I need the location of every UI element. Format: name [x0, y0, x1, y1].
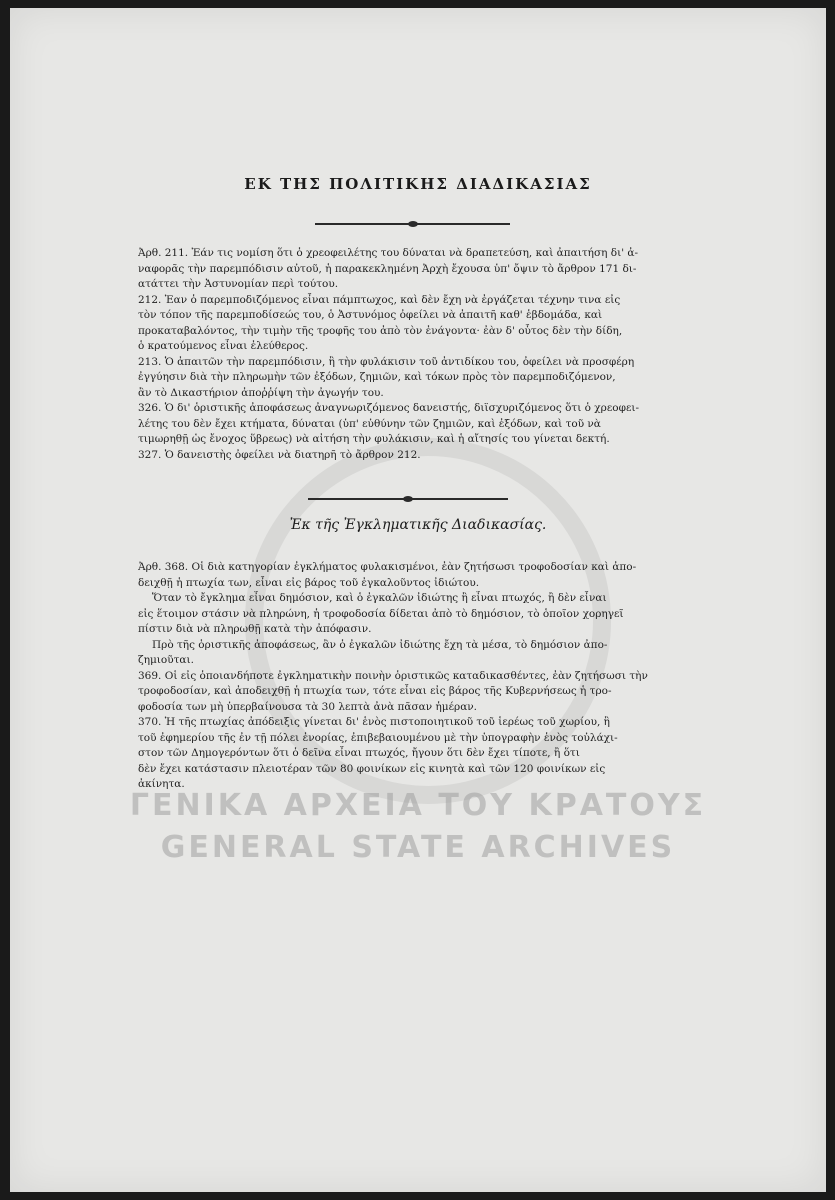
text-line: λέτης του δὲν ἔχει κτήματα, δύναται (ὑπ' εὐθύνην τῶν ζημιῶν, καὶ ἐξόδων, καὶ τοῦ νὰ [138, 417, 601, 430]
civil-procedure-articles [138, 246, 720, 463]
text-line: 213. Ὁ ἀπαιτῶν τὴν παρεμπόδισιν, ἢ τὴν φυλάκισιν τοῦ ἀντιδίκου του, ὀφείλει νὰ προσφέρη [138, 355, 635, 368]
text-line: 369. Οἱ εἰς ὁποιανδήποτε ἐγκληματικὴν ποινὴν ὁριστικῶς καταδικασθέντες, ἐὰν ζητήσωσι τὴν [138, 669, 648, 682]
text-line: 212. Ἐαν ὁ παρεμποδιζόμενος εἶναι πάμπτωχος, καὶ δὲν ἔχη νὰ ἐργάζεται τέχνην τινα εἰς [138, 293, 621, 306]
text-line: ἐγγύησιν διὰ τὴν πληρωμὴν τῶν ἐξόδων, ζημιῶν, καὶ τόκων πρὸς τὸν παρεμποδιζόμενον, [138, 371, 616, 383]
criminal-procedure-articles [138, 560, 720, 793]
section-subtitle: Ἐκ τῆς Ἐγκληματικῆς Διαδικασίας. [289, 517, 547, 533]
text-line: Πρὸ τῆς ὁριστικῆς ἀποφάσεως, ἂν ὁ ἐγκαλῶν ἰδιώτης ἔχη τὰ μέσα, τὸ δημόσιον ἀπο- [152, 638, 608, 651]
text-line: ἀκίνητα. [138, 778, 185, 790]
text-line: δὲν ἔχει κατάστασιν πλειοτέραν τῶν 80 φοινίκων εἰς κινητὰ καὶ τῶν 120 φοινίκων εἰς [138, 762, 606, 775]
text-line: πίστιν διὰ νὰ πληρωθῇ κατὰ τὴν ἀπόφασιν. [138, 623, 372, 635]
section-divider-ornament [403, 496, 413, 502]
document-title: ΕΚ ΤΗΣ ΠΟΛΙΤΙΚΗΣ ΔΙΑΔΙΚΑΣΙΑΣ [244, 175, 592, 193]
text-line: 326. Ὁ δι' ὁριστικῆς ἀποφάσεως ἀναγνωριζόμενος δανειστής, διϊσχυριζόμενος ὅτι ὁ χρεοφει- [138, 402, 640, 414]
text-line: τὸν τόπον τῆς παρεμποδίσεώς του, ὁ Ἀστυνόμος ὀφείλει νὰ ἀπαιτῆ καθ' ἑβδομάδα, καὶ [138, 309, 603, 321]
text-line: τιμωρηθῇ ὡς ἔνοχος ὕβρεως) νὰ αἰτήση τὴν φυλάκισιν, καὶ ἡ αἴτησίς του γίνεται δεκτή. [138, 433, 610, 445]
text-line: εἰς ἕτοιμον στάσιν νὰ πληρώνη, ἡ τροφοδοσία δίδεται ἀπὸ τὸ δημόσιον, τὸ ὁποῖον χορηγεῖ [138, 607, 624, 620]
text-line: φοδοσία των μὴ ὑπερβαίνουσα τὰ 30 λεπτὰ ἀνὰ πᾶσαν ἡμέραν. [138, 700, 478, 713]
watermark-greek: ΓΕΝΙΚΑ ΑΡΧΕΙΑ ΤΟΥ ΚΡΑΤΟΥΣ [129, 788, 707, 823]
text-line: τροφοδοσίαν, καὶ ἀποδειχθῇ ἡ πτωχία των, τότε εἶναι εἰς βάρος τῆς Κυβερνήσεως ἡ τρο- [138, 685, 612, 697]
text-line: Ἀρθ. 211. Ἐάν τις νομίση ὅτι ὁ χρεοφειλέτης του δύναται νὰ δραπετεύση, καὶ ἀπαιτήση δι' ἀ- [138, 247, 639, 259]
text-line: ναφορᾶς τὴν παρεμπόδισιν αὐτοῦ, ἡ παρακεκλημένη Ἀρχὴ ἔχουσα ὑπ' ὄψιν τὸ ἄρθρον 171 δι- [138, 262, 637, 275]
text-line: στον τῶν Δημογερόντων ὅτι ὁ δεῖνα εἶναι πτωχός, ἤγουν ὅτι δὲν ἔχει τίποτε, ἢ ὅτι [138, 747, 580, 759]
text-line: τοῦ ἐφημερίου τῆς ἐν τῇ πόλει ἐνορίας, ἐπιβεβαιουμένου μὲ τὴν ὑπογραφὴν ἑνὸς τοὐλάχι- [138, 731, 618, 744]
text-line: ὁ κρατούμενος εἶναι ἐλεύθερος. [138, 340, 309, 352]
document-page [10, 8, 826, 1192]
text-line: δειχθῇ ἡ πτωχία των, εἶναι εἰς βάρος τοῦ ἐγκαλοῦντος ἰδιώτου. [138, 576, 480, 589]
text-line: Ὅταν τὸ ἔγκλημα εἶναι δημόσιον, καὶ ὁ ἐγκαλῶν ἰδιώτης ἢ εἶναι πτωχός, ἢ δὲν εἶναι [152, 592, 607, 604]
text-line: ατάττει τὴν Ἀστυνομίαν περὶ τούτου. [138, 278, 339, 290]
text-line: 370. Ἡ τῆς πτωχίας ἀπόδειξις γίνεται δι' ἑνὸς πιστοποιητικοῦ τοῦ ἱερέως τοῦ χωρίου, ἢ [138, 716, 610, 728]
text-line: ζημιοῦται. [138, 654, 194, 666]
watermark-english: GENERAL STATE ARCHIVES [160, 830, 676, 865]
text-line: προκαταβαλόντος, τὴν τιμὴν τῆς τροφῆς του ἀπὸ τὸν ἐνάγοντα· ἐὰν δ' οὗτος δὲν τὴν δίδη, [138, 324, 623, 337]
text-line: Ἀρθ. 368. Οἱ διὰ κατηγορίαν ἐγκλήματος φυλακισμένοι, ἐὰν ζητήσωσι τροφοδοσίαν καὶ ἀπο- [138, 561, 637, 573]
text-line: 327. Ὁ δανειστὴς ὀφείλει νὰ διατηρῆ τὸ ἄρθρον 212. [138, 448, 421, 461]
title-divider-ornament [408, 221, 418, 227]
text-line: ἂν τὸ Δικαστήριον ἀποῤῥίψη τὴν ἀγωγήν του. [138, 386, 384, 399]
